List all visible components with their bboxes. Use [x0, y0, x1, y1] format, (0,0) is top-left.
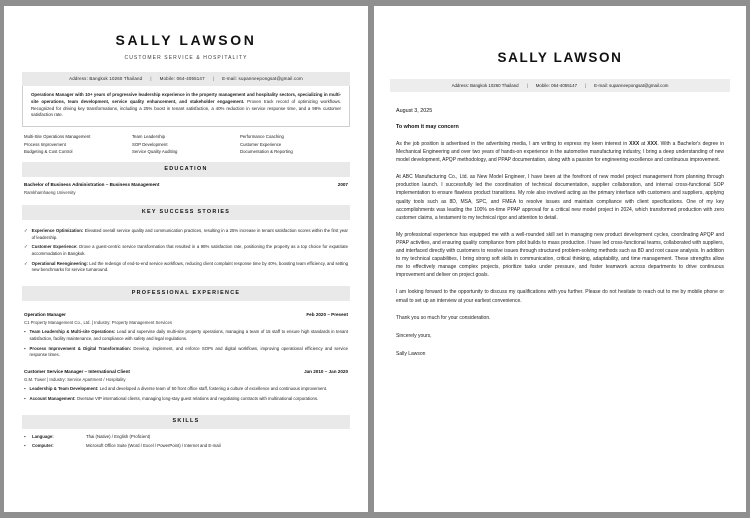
- key-success-title: Experience Optimization:: [31, 228, 84, 234]
- key-success-list: [24, 228, 348, 274]
- bullet-text: Led and developed a diverse team of 50 front office staff, fostering a culture of excellence and continuous improvement.: [98, 386, 328, 392]
- core-item: Multi-Site Operations Management: [24, 134, 91, 140]
- bullet-icon: ▪: [24, 329, 26, 335]
- key-success-block: [22, 220, 350, 279]
- letter-email: E-mail: supanneepongsat@gmail.com: [594, 83, 669, 88]
- letter-paragraph-4: I am looking forward to the opportunity to discuss my qualifications with you further. Please do not hesitate to reach out to me by mobile phone or email to set up an interview at your earliest convenience.: [396, 289, 724, 304]
- letter-greeting: To whom it may concern: [396, 124, 459, 130]
- paragraph-bold: XXX: [647, 141, 658, 147]
- bullet-title: Account Management:: [29, 395, 76, 401]
- skill-label: Language:: [32, 434, 54, 440]
- bullet-icon: ▪: [24, 434, 26, 440]
- letter-name: SALLY LAWSON: [497, 50, 623, 65]
- core-item: Documentation & Reporting: [240, 148, 293, 154]
- experience-entry-2: [22, 364, 350, 408]
- letter-closing: Sincerely yours,: [396, 332, 432, 339]
- experience-bullets: [24, 386, 348, 402]
- resume-core-competencies: [22, 133, 350, 155]
- bullet-icon: ▪: [24, 386, 26, 392]
- bullet-text: Oversaw VIP international clients, managing long-stay guest relations and negotiating contracts with multinational corporations.: [75, 395, 319, 401]
- experience-title: Operation Manager: [24, 311, 66, 317]
- key-success-text: Led the redesign of end-to-end service workflows, reducing client complaint response time by 40%, boosting team efficiency, and setting new benchmarks for service turnaround.: [31, 260, 348, 273]
- letter-paragraph-3: My professional experience has equipped me with a well-rounded skill set in managing new product development cycles, coordinating APQP and PPAP activities, and ensuring quality compliance from pilot builds to mass production. I have led cross-functional teams, collaborated with suppliers, and interfaced directly with customers to resolve issues through structured problem-solving methods such as 8D and root cause analysis. In addition to my technical capabilities, I bring strong soft skills in communication, critical thinking, adaptability, and time management. These strengths allow me to effectively manage complex projects, prioritize tasks under pressure, and foster teamwork across departments to drive continuous improvement and deliver on project goals.: [396, 231, 724, 279]
- list-item: [24, 329, 348, 342]
- bullet-icon: ▪: [24, 443, 26, 449]
- core-item: Performance Coaching: [240, 134, 284, 140]
- list-item: [24, 386, 348, 393]
- core-column-2: [132, 133, 240, 155]
- check-icon: ✓: [24, 260, 28, 266]
- skill-value: Microsoft Office Suite (Word / Excel / PowerPoint) / Internet and E-mail: [86, 443, 221, 449]
- experience-bullets: [24, 329, 348, 359]
- letter-address: Address: Bangkok 10260 Thailand: [451, 83, 519, 88]
- core-column-3: [240, 133, 348, 155]
- resume-summary-rest: Proven track record of optimizing workflows. Recognized for driving key transformations, including a 25% boost in tenant satisfaction, a 40% reduction in service response time, and a 98% customer satisfaction rate.: [31, 98, 341, 118]
- bullet-icon: ▪: [24, 395, 26, 401]
- bullet-title: Process Improvement & Digital Transformation:: [29, 345, 132, 351]
- key-success-text: Elevated overall service quality and communication practices, resulting in a 25% increase in tenant satisfaction scores within the first year of leadership.: [31, 228, 348, 240]
- resume-summary: [22, 86, 350, 127]
- letter-contact-bar: Address: Bangkok 10260 Thailand | Mobile: 064-4055147 | E-mail: supanneepongsat@gmail.com: [390, 79, 730, 92]
- section-header-skills: SKILLS: [22, 415, 350, 430]
- core-column-1: [24, 133, 132, 155]
- key-success-text: Drove a guest-centric service transformation that resulted in a 98% satisfaction rate, positioning the property as a top choice for expatriate accommodation in Bangkok.: [31, 244, 348, 257]
- bullet-title: Team Leadership & Multi-site Operations:: [29, 329, 116, 335]
- letter-paragraph-2: At ABC Manufacturing Co., Ltd. as New Model Engineer, I have been at the forefront of new model project management from planning through production launch. I successfully led the coordination of technical documentation, supplier collaboration, and internal cross-functional SOP implementation to ensure flawless product transitions. My role also involved acting as the primary interface with customers and suppliers, applying quality tools such as 8D, MSA, SPC, and FMEA to resolve issues and maintain compliance with client specifications. One of my key accomplishments was leading the 100% on-time PPAP approval for a critical new model project in 2024, which transformed production with zero customer claims, a testament to my technical rigor and attention to detail.: [396, 174, 724, 221]
- core-item: Process Improvement: [24, 141, 66, 147]
- core-item: Team Leadership: [132, 134, 165, 140]
- list-item: [24, 244, 348, 257]
- resume-address: Address: Bangkok 10260 Thailand: [69, 75, 143, 81]
- skill-label: Computer:: [32, 443, 54, 449]
- core-item: SOP Development: [132, 141, 168, 147]
- check-icon: ✓: [24, 244, 28, 250]
- list-item: [24, 228, 348, 241]
- bullet-title: Leadership & Team Development:: [29, 386, 99, 392]
- section-header-education: EDUCATION: [22, 162, 350, 177]
- paragraph-part: As the job position is advertised in the advertising media, I am writing to express my keen interest in: [396, 141, 630, 147]
- key-success-title: Operational Reengineering:: [31, 260, 88, 266]
- skills-block: [22, 429, 350, 453]
- list-item: [24, 396, 348, 403]
- bullet-icon: ▪: [24, 345, 26, 351]
- paragraph-part: at: [639, 141, 648, 147]
- letter-paragraph-5: Thank you so much for your consideration.: [396, 314, 491, 321]
- experience-entry-1: [22, 307, 350, 364]
- resume-contact-bar: Address: Bangkok 10260 Thailand | Mobile: 064-4055147 | E-mail: supanneepongsat@gmail.com: [22, 72, 350, 86]
- core-item: Customer Experience: [240, 141, 282, 147]
- experience-dates: Jan 2010 – Jan 2020: [304, 368, 348, 374]
- cover-letter-page: [374, 6, 746, 512]
- core-item: Budgeting & Cost Control: [24, 148, 73, 154]
- list-item: [24, 346, 348, 359]
- key-success-title: Customer Experience:: [31, 244, 78, 250]
- list-item: [24, 261, 348, 274]
- paragraph-bold: XXX: [629, 141, 640, 147]
- experience-dates: Feb 2020 – Present: [306, 311, 348, 317]
- bullet-text: Develop, implement, and enforce SOPs and digital workflows, improving operational efficiency and service response times.: [29, 345, 348, 358]
- check-icon: ✓: [24, 228, 28, 234]
- resume-mobile: Mobile: 064-4055147: [159, 75, 205, 81]
- letter-mobile: Mobile: 064-4055147: [535, 83, 578, 88]
- experience-org: C1 Property Management Co., Ltd. | Industry: Property Management Services: [24, 320, 172, 326]
- skill-value: Thai (Native) / English (Proficient): [86, 434, 151, 440]
- core-item: Service Quality Auditing: [132, 148, 178, 154]
- letter-paragraph-1: [396, 140, 724, 164]
- education-year: 2007: [337, 181, 348, 187]
- skill-row: [24, 434, 348, 440]
- education-degree: Bachelor of Business Administration – Business Management: [24, 181, 160, 187]
- letter-date: August 3, 2025: [396, 108, 433, 114]
- experience-org: G.M. Tower | Industry: Service Apartment / Hospitality: [24, 377, 126, 383]
- bullet-text: Lead and supervise daily multi-site property operations, managing a team of 15 staff to ensure high standards in tenant satisfaction, facility maintenance, and compliance with safety and legal regulations.: [29, 329, 349, 341]
- experience-title: Customer Service Manager – International Client: [24, 368, 130, 374]
- section-header-professional-experience: PROFESSIONAL EXPERIENCE: [22, 286, 350, 301]
- education-block: [22, 177, 350, 198]
- resume-email: E-mail: supanneepongsat@gmail.com: [222, 75, 303, 81]
- letter-signature: Sally Lawson: [396, 350, 426, 357]
- skill-row: [24, 443, 348, 449]
- resume-subtitle: CUSTOMER SERVICE & HOSPITALITY: [124, 55, 248, 62]
- resume-page: [4, 6, 368, 512]
- section-header-key-success: KEY SUCCESS STORIES: [22, 205, 350, 220]
- resume-summary-lead: Operations Manager with 10+ years of progressive leadership experience in the property management and hospitality sectors, specializing in multi-site operations, team development, service quality enhancement, and stakeholder engagement.: [31, 91, 341, 104]
- paragraph-part: . With a Bachelor's degree in Mechanical Engineering and over two years of hands-on experience in the automotive manufacturing industry, I bring a deep understanding of new model development, APQP methodology, and PPAP documentation, along with a passion for engineering excellence and continuous improvement.: [396, 141, 724, 164]
- education-school: Ramkhamhaeng University: [24, 190, 76, 196]
- resume-name: SALLY LAWSON: [115, 32, 257, 48]
